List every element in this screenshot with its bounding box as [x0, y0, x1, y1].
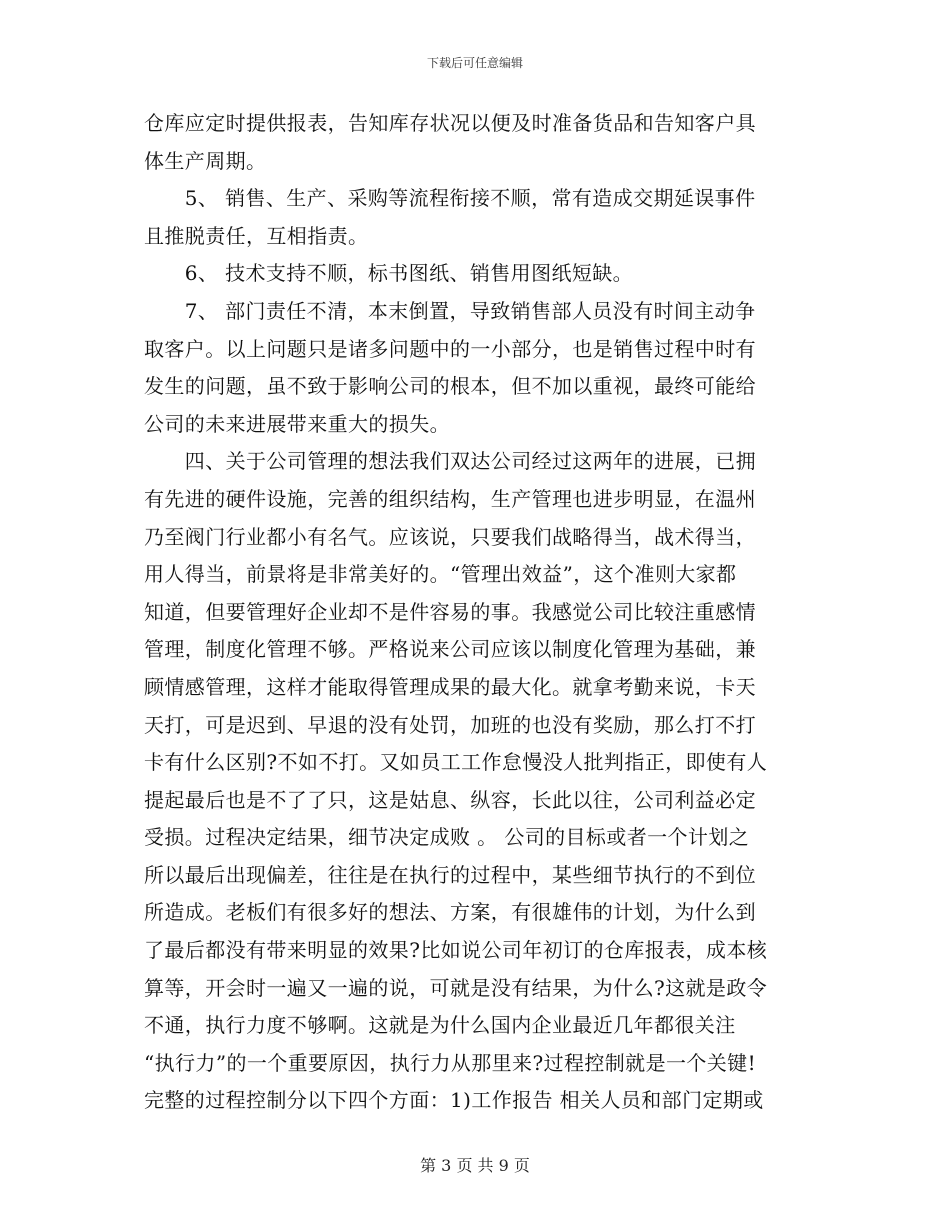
text-line: 知道，但要管理好企业却不是件容易的事。我感觉公司比较注重感情: [144, 599, 756, 624]
text-line: 且推脱责任，互相指责。: [144, 223, 369, 248]
text-line: 取客户。以上问题只是诸多问题中的一小部分，也是销售过程中时有: [144, 336, 756, 361]
text-line: 完整的过程控制分以下四个方面：1)工作报告 相关人员和部门定期或: [144, 1088, 764, 1113]
text-line: 发生的问题，虽不致于影响公司的根本，但不加以重视，最终可能给: [144, 374, 756, 399]
text-line: 所以最后出现偏差，往往是在执行的过程中，某些细节执行的不到位: [144, 862, 756, 887]
text-line: 四、关于公司管理的想法我们双达公司经过这两年的进展，已拥: [144, 449, 756, 474]
page-header: 下载后可任意编辑: [426, 56, 523, 70]
text-line: 体生产周期。: [144, 148, 267, 173]
text-line: 6、 技术支持不顺，标书图纸、销售用图纸短缺。: [144, 261, 634, 286]
text-line: 受损。过程决定结果，细节决定成败 。 公司的目标或者一个计划之: [144, 825, 750, 850]
page-footer: 第 3 页 共 9 页: [420, 1156, 530, 1175]
text-line: 所造成。老板们有很多好的想法、方案，有很雄伟的计划，为什么到: [144, 900, 756, 925]
text-line: 天打，可是迟到、早退的没有处罚，加班的也没有奖励，那么打不打: [144, 712, 756, 737]
text-line: 7、 部门责任不清，本末倒置，导致销售部人员没有时间主动争: [144, 298, 756, 323]
text-line: 不通，执行力度不够啊。这就是为什么国内企业最近几年都很关注: [144, 1013, 736, 1038]
text-line: 用人得当，前景将是非常美好的。“管理出效益”，这个准则大家都: [144, 562, 737, 587]
text-line: 5、 销售、生产、采购等流程衔接不顺，常有造成交期延误事件: [144, 186, 756, 211]
text-line: 卡有什么区别?不如不打。又如员工工作怠慢没人批判指正，即使有人: [144, 750, 768, 775]
text-line: 公司的未来进展带来重大的损失。: [144, 411, 450, 436]
text-line: 管理，制度化管理不够。严格说来公司应该以制度化管理为基础，兼: [144, 637, 756, 662]
document-body: [144, 105, 824, 1120]
text-line: 乃至阀门行业都小有名气。应该说，只要我们战略得当，战术得当，: [144, 524, 756, 549]
text-line: 了最后都没有带来明显的效果?比如说公司年初订的仓库报表，成本核: [144, 938, 768, 963]
text-line: 顾情感管理，这样才能取得管理成果的最大化。就拿考勤来说，卡天: [144, 674, 756, 699]
text-line: 仓库应定时提供报表，告知库存状况以便及时准备货品和告知客户具: [144, 111, 756, 135]
text-line: 提起最后也是不了了只，这是姑息、纵容，长此以往，公司利益必定: [144, 787, 756, 812]
text-line: 算等，开会时一遍又一遍的说，可就是没有结果，为什么?这就是政令: [144, 975, 768, 1000]
text-line: “执行力”的一个重要原因，执行力从那里来?过程控制就是一个关键!: [144, 1050, 757, 1075]
text-line: 有先进的硬件设施，完善的组织结构，生产管理也进步明显，在温州: [144, 486, 756, 511]
